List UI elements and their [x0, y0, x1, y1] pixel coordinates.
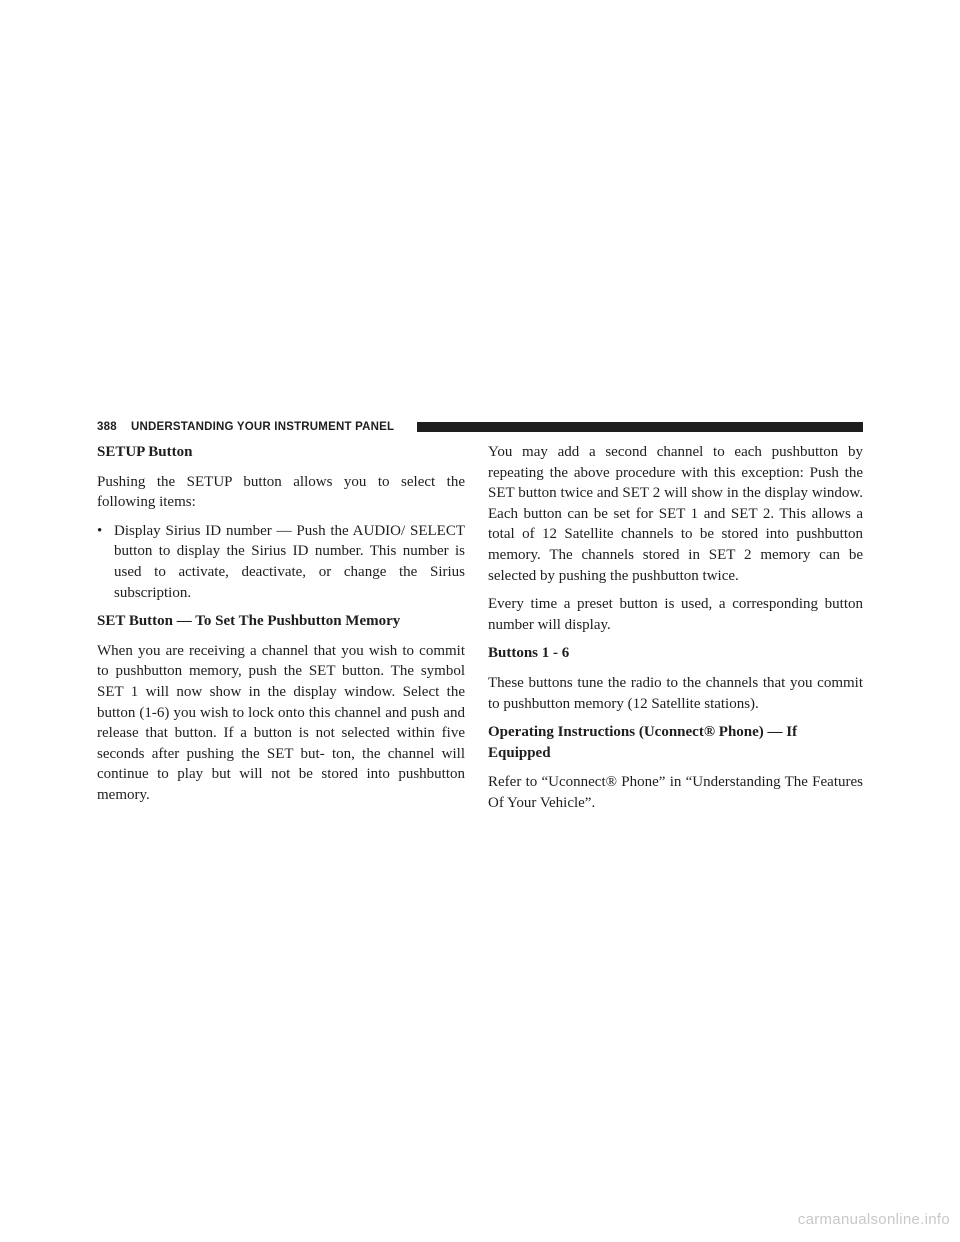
set-heading: SET Button — To Set The Pushbutton Memory — [97, 613, 401, 630]
operating-heading: Operating Instructions (Uconnect® Phone) — If Equipped — [488, 724, 798, 761]
setup-intro: Pushing the SETUP button allows you to select the following items: — [97, 473, 465, 511]
buttons-body: These buttons tune the radio to the channels that you commit to pushbutton memory (12 Satellite stations). — [488, 674, 863, 712]
list-item — [97, 521, 465, 603]
page-number: 388 — [97, 421, 117, 433]
buttons-heading: Buttons 1 - 6 — [488, 645, 570, 662]
operating-body: Refer to “Uconnect® Phone” in “Understanding The Features Of Your Vehicle”. — [488, 774, 863, 811]
watermark: carmanualsonline.info — [797, 1211, 950, 1228]
left-column — [97, 442, 465, 814]
setup-heading: SETUP Button — [97, 444, 193, 460]
preset-body: Every time a preset button is used, a corresponding button number will display. — [488, 596, 863, 633]
page-header — [97, 419, 863, 437]
bullet-icon: • — [97, 522, 103, 539]
bullet-text: Display Sirius ID number — Push the AUDIO/ SELECT button to display the Sirius ID number. This number is used to activate, deactivate, or change the Sirius subscription. — [114, 522, 465, 601]
set-body: When you are receiving a channel that you wish to commit to pushbutton memory, push the SET button. The symbol SET 1 will now show in the display window. Select the button (1-6) you wish to lock onto this channel and push and release that button. If a button is not selected within five seconds after pushing the SET but- ton, the channel will continue to play but will not be stored into pushbutton memory. — [97, 642, 465, 803]
right-column — [488, 442, 863, 822]
section-title: UNDERSTANDING YOUR INSTRUMENT PANEL — [131, 421, 395, 433]
header-rule — [417, 422, 863, 432]
second-channel-body: You may add a second channel to each pushbutton by repeating the above procedure with this exception: Push the SET button twice and SET 2 will show in the display window. Each button can be set for SET 1 and SET 2. This allows a total of 12 Satellite channels to be stored into pushbutton memory. The channels stored in SET 2 memory can be selected by pushing the pushbutton twice. — [488, 444, 863, 584]
